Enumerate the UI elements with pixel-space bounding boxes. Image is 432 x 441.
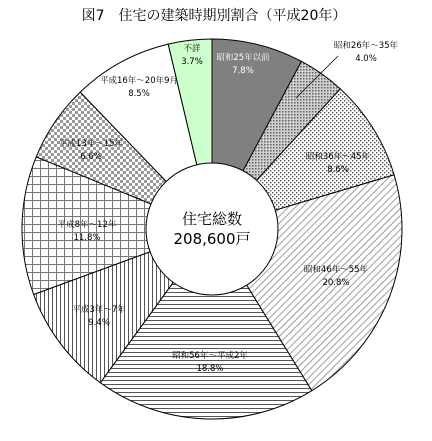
slice-value-2: 4.0% xyxy=(355,54,377,64)
slice-value-3: 8.6% xyxy=(327,165,349,175)
slice-label-9: 平成16年～20年9月 xyxy=(99,76,179,86)
center-label-line1: 住宅総数 xyxy=(181,210,243,228)
slice-value-5: 18.8% xyxy=(196,364,224,374)
slice-value-9: 8.5% xyxy=(128,89,150,99)
slice-label-4: 昭和46年～55年 xyxy=(303,265,369,275)
slice-label-6: 平成3年～7年 xyxy=(72,305,126,315)
slice-label-3: 昭和36年～45年 xyxy=(305,152,371,162)
slice-label-2: 昭和26年～35年 xyxy=(333,41,399,51)
slice-label-1: 昭和25年以前 xyxy=(216,53,270,63)
slice-label-7: 平成8年～12年 xyxy=(57,220,117,230)
chart-title: 図7 住宅の建築時期別割合（平成20年） xyxy=(81,8,347,24)
slice-label-10: 不詳 xyxy=(183,44,201,54)
slice-value-8: 6.6% xyxy=(80,152,102,162)
center-label-line2: 208,600戸 xyxy=(173,230,251,248)
slice-value-6: 9.4% xyxy=(88,318,110,328)
slice-value-7: 11.8% xyxy=(73,233,101,243)
slice-value-4: 20.8% xyxy=(322,278,350,288)
slice-label-5: 昭和56年～平成2年 xyxy=(172,351,248,361)
slice-value-1: 7.8% xyxy=(232,66,254,76)
slice-label-8: 平成13年～15年 xyxy=(58,139,124,149)
donut-hole xyxy=(146,163,278,295)
slice-value-10: 3.7% xyxy=(181,57,203,67)
